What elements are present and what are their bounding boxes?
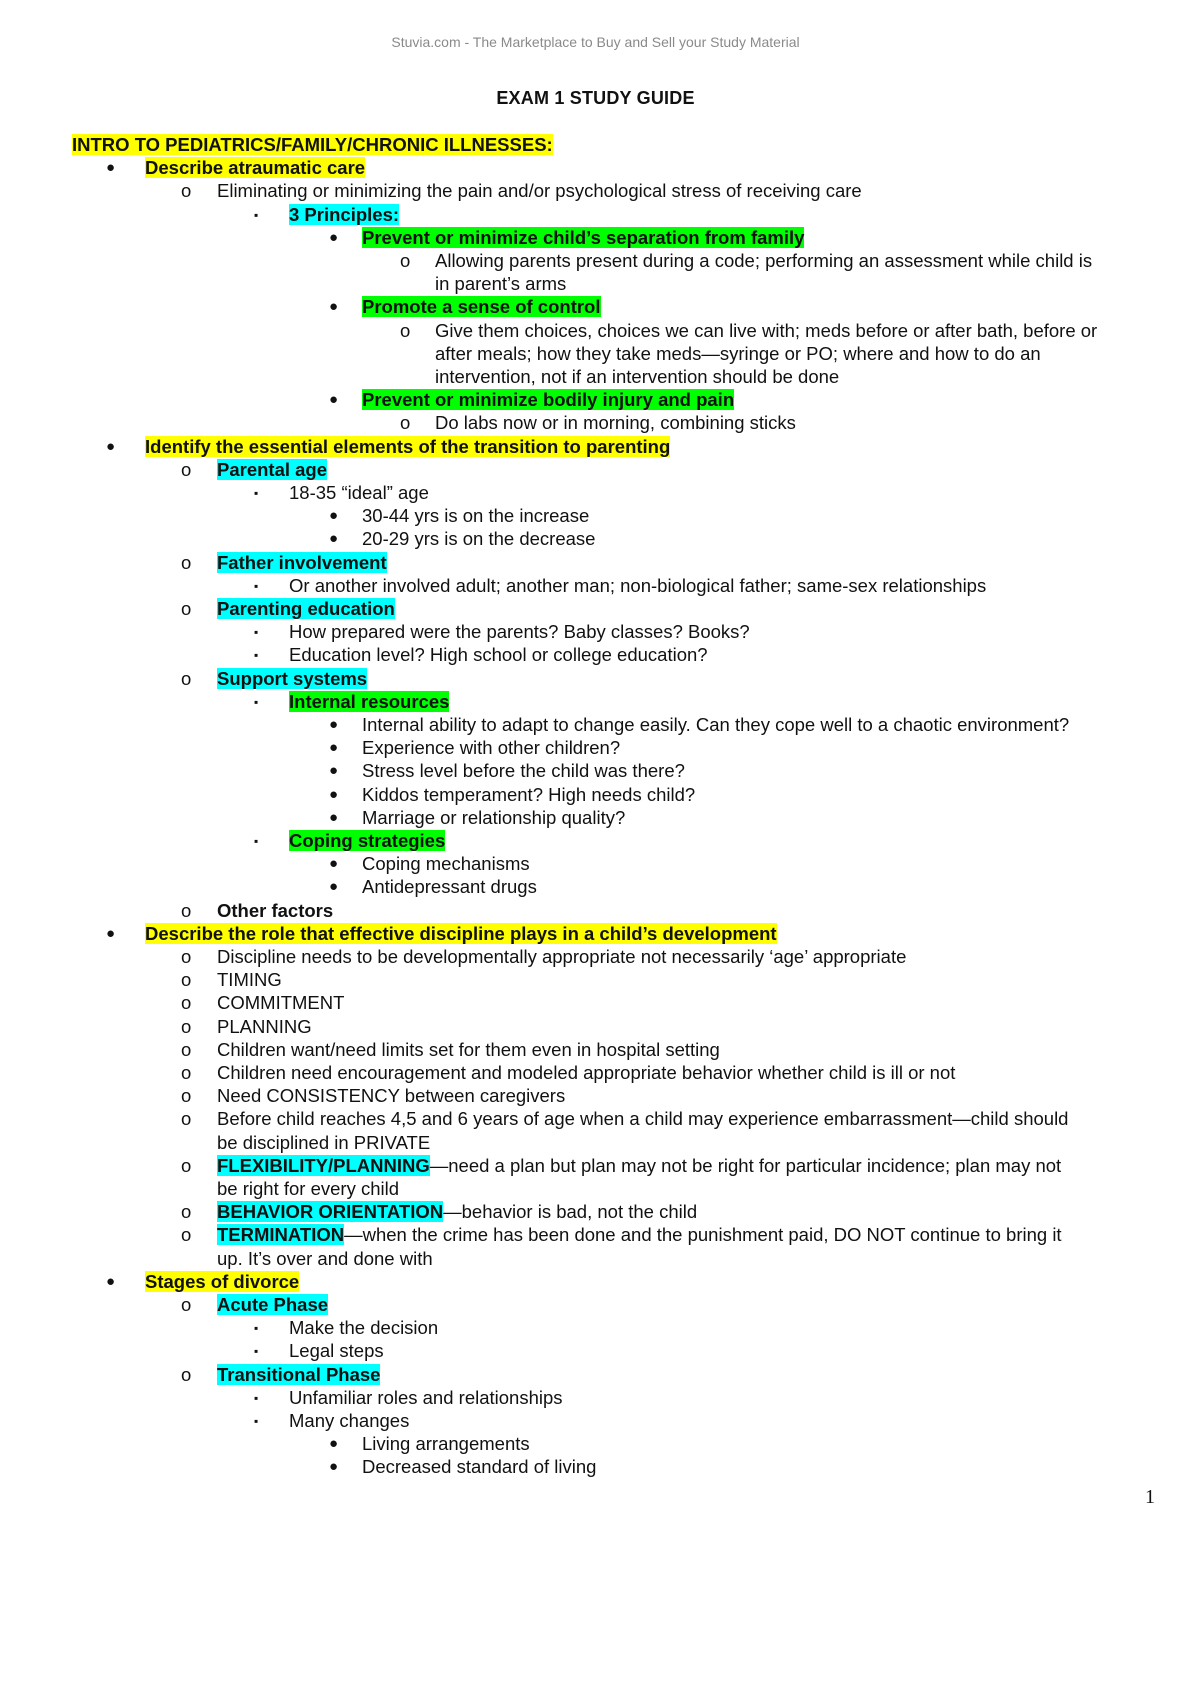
outline-text [362, 227, 804, 249]
bullet-marker: o [181, 598, 192, 619]
outline-text [217, 1108, 1068, 1130]
outline-text [145, 923, 777, 945]
bullet-marker: o [181, 1201, 192, 1223]
outline-text [217, 946, 906, 968]
bullet-marker: ● [329, 808, 339, 826]
bullet-marker: o [181, 946, 192, 967]
body-text: Eliminating or minimizing the pain and/or psychological stress of receiving care [217, 180, 862, 202]
body-text: intervention, not if an intervention should be done [435, 366, 840, 387]
outline-text [145, 1271, 299, 1293]
highlighted-heading: Identify the essential elements of the transition to parenting [145, 435, 671, 457]
bullet-marker: ● [329, 785, 339, 803]
outline-text [217, 1248, 433, 1270]
highlighted-heading: Prevent or minimize bodily injury and pain [362, 389, 735, 411]
body-text: Legal steps [289, 1340, 384, 1362]
outline-text [289, 1387, 563, 1409]
body-text: Antidepressant drugs [362, 876, 537, 898]
body-text: Education level? High school or college education? [289, 644, 708, 666]
highlighted-heading: Promote a sense of control [362, 296, 601, 318]
body-text: Coping mechanisms [362, 853, 530, 875]
bullet-marker: ▪ [254, 486, 259, 500]
body-text: Internal ability to adapt to change easily. Can they cope well to a chaotic environment? [362, 714, 1070, 735]
bullet-marker: o [181, 1038, 192, 1060]
outline-text [289, 1340, 384, 1362]
outline-text [435, 320, 1097, 342]
bullet-marker: ▪ [254, 625, 259, 640]
body-text: —need a plan but plan may not be right for particular incidence; plan may not [429, 1154, 1062, 1176]
outline-text [217, 1132, 430, 1154]
body-text: Many changes [289, 1410, 410, 1431]
outline-text [362, 784, 695, 806]
highlighted-heading: Prevent or minimize child’s separation from family [362, 226, 805, 248]
outline-text [217, 1201, 697, 1223]
outline-text [145, 157, 365, 179]
highlighted-heading: Internal resources [289, 690, 450, 712]
bullet-marker: ● [329, 855, 339, 873]
bullet-marker: ▪ [254, 648, 259, 663]
bullet-marker: o [181, 1062, 192, 1083]
outline-text [217, 668, 367, 690]
bullet-marker: o [181, 1015, 192, 1037]
bullet-marker: ● [329, 762, 339, 780]
highlighted-heading: Other factors [217, 899, 334, 921]
bullet-marker: ▪ [254, 694, 259, 709]
outline-text [362, 1433, 530, 1455]
document-title: EXAM 1 STUDY GUIDE [496, 88, 695, 108]
outline-text [217, 598, 395, 620]
bullet-marker: o [181, 458, 192, 480]
bullet-marker: ● [106, 159, 116, 177]
body-text: in parent’s arms [435, 273, 567, 295]
outline-text [217, 459, 327, 481]
highlighted-heading: FLEXIBILITY/PLANNING [217, 1154, 430, 1176]
outline-text [72, 134, 553, 156]
bullet-marker: ● [329, 391, 339, 409]
body-text: Need CONSISTENCY between caregivers [217, 1085, 566, 1107]
outline-text [217, 552, 387, 574]
body-text: Or another involved adult; another man; non-biological father; same-sex relationships [289, 574, 987, 596]
outline-text [217, 1155, 1061, 1177]
bullet-marker: ● [329, 716, 339, 733]
bullet-marker: o [181, 180, 192, 202]
bullet-marker: ● [106, 924, 116, 942]
bullet-marker: o [181, 1154, 192, 1176]
highlighted-heading: Parenting education [217, 598, 395, 619]
outline-text [217, 992, 344, 1014]
bullet-marker: o [181, 1085, 192, 1107]
highlighted-heading: Transitional Phase [217, 1363, 381, 1385]
outline-text [289, 644, 708, 666]
outline-text [217, 1224, 1062, 1246]
bullet-marker: ● [329, 530, 339, 548]
highlighted-heading: Parental age [217, 458, 328, 480]
outline-text [217, 900, 333, 922]
bullet-marker: o [181, 1363, 192, 1385]
outline-text [362, 296, 601, 318]
body-text: after meals; how they take meds—syringe or PO; where and how to do an [435, 342, 1041, 364]
outline-text [362, 714, 1069, 736]
outline-text [217, 1085, 565, 1107]
body-text: —behavior is bad, not the child [443, 1201, 698, 1223]
outline-text [289, 1410, 409, 1432]
outline-text [217, 1016, 312, 1038]
outline-text [362, 760, 685, 782]
outline-text [217, 1294, 328, 1316]
body-text: COMMITMENT [217, 992, 345, 1014]
bullet-marker: ● [329, 507, 339, 525]
bullet-marker: o [181, 992, 192, 1014]
body-text: Give them choices, choices we can live with; meds before or after bath, before or [435, 319, 1098, 341]
outline-text [289, 482, 429, 504]
outline-text [217, 1062, 955, 1084]
body-text: Allowing parents present during a code; performing an assessment while child is [435, 250, 1093, 271]
body-text: be disciplined in PRIVATE [217, 1131, 431, 1153]
highlighted-heading: Father involvement [217, 551, 387, 573]
bullet-marker: ▪ [254, 1321, 259, 1336]
body-text: Make the decision [289, 1317, 439, 1339]
bullet-marker: ● [329, 298, 339, 316]
bullet-marker: ● [329, 1435, 339, 1453]
outline-text [435, 250, 1092, 272]
bullet-marker: ● [329, 739, 339, 757]
bullet-marker: o [181, 667, 192, 689]
highlighted-heading: Support systems [217, 667, 368, 689]
outline-text [362, 389, 734, 411]
outline-text [217, 1364, 380, 1386]
outline-text [289, 204, 399, 226]
outline-text [435, 343, 1041, 365]
bullet-marker: o [400, 319, 411, 341]
outline-text [289, 691, 449, 713]
outline-text [145, 436, 670, 458]
bullet-marker: ● [329, 228, 339, 246]
outline-text [435, 273, 566, 295]
body-text: 30-44 yrs is on the increase [362, 505, 590, 527]
bullet-marker: ▪ [254, 1414, 259, 1428]
outline-text [362, 876, 537, 898]
outline-text [289, 1317, 438, 1339]
body-text: Discipline needs to be developmentally appropriate not necessarily ‘age’ appropriate [217, 946, 907, 967]
body-text: Living arrangements [362, 1433, 530, 1455]
outline-text [362, 807, 625, 829]
body-text: up. It’s over and done with [217, 1247, 433, 1269]
highlighted-heading: TERMINATION [217, 1224, 345, 1246]
body-text: Decreased standard of living [362, 1456, 597, 1478]
body-text: Children want/need limits set for them even in hospital setting [217, 1038, 720, 1060]
outline-text [217, 969, 282, 991]
outline-text [435, 412, 796, 434]
bullet-marker: o [400, 250, 411, 271]
body-text: Marriage or relationship quality? [362, 806, 626, 828]
outline-text [362, 853, 530, 875]
highlighted-heading: Stages of divorce [145, 1270, 300, 1292]
bullet-marker: o [181, 969, 192, 991]
bullet-marker: ▪ [254, 1390, 259, 1405]
highlighted-heading: INTRO TO PEDIATRICS/FAMILY/CHRONIC ILLNESSES: [72, 134, 553, 155]
bullet-marker: ● [329, 1458, 339, 1476]
outline-text [289, 830, 445, 852]
outline-text [217, 180, 862, 202]
bullet-marker: o [400, 412, 411, 434]
highlighted-heading: Coping strategies [289, 830, 446, 851]
bullet-marker: o [181, 1294, 192, 1315]
highlighted-heading: 3 Principles: [289, 203, 400, 225]
outline-text [435, 366, 839, 388]
bullet-marker: ▪ [254, 834, 259, 848]
body-text: PLANNING [217, 1015, 312, 1037]
highlighted-heading: Describe atraumatic care [145, 157, 366, 179]
body-text: Experience with other children? [362, 737, 621, 759]
body-text: 20-29 yrs is on the decrease [362, 528, 596, 550]
outline-text [362, 737, 620, 759]
body-text: Children need encouragement and modeled appropriate behavior whether child is ill or not [217, 1062, 956, 1083]
body-text: Do labs now or in morning, combining sticks [435, 412, 796, 434]
outline-text [217, 1039, 720, 1061]
body-text: —when the crime has been done and the punishment paid, DO NOT continue to bring it [344, 1224, 1062, 1246]
outline-text [362, 528, 595, 550]
outline-text [289, 621, 750, 643]
body-text: be right for every child [217, 1178, 400, 1199]
highlighted-heading: Acute Phase [217, 1294, 329, 1315]
outline-text [217, 1178, 399, 1200]
bullet-marker: o [181, 1224, 192, 1246]
bullet-marker: ▪ [254, 207, 259, 222]
body-text: Before child reaches 4,5 and 6 years of age when a child may experience embarrassment—child should [217, 1108, 1069, 1130]
bullet-marker: ● [329, 878, 339, 896]
body-text: 18-35 “ideal” age [289, 482, 429, 503]
highlighted-heading: BEHAVIOR ORIENTATION [217, 1201, 444, 1223]
body-text: Stress level before the child was there? [362, 760, 685, 782]
page-number: 1 [1145, 1486, 1155, 1508]
highlighted-heading: Describe the role that effective discipline plays in a child’s development [145, 922, 777, 944]
outline-text [289, 575, 986, 597]
bullet-marker: ▪ [254, 1344, 259, 1359]
body-text: How prepared were the parents? Baby classes? Books? [289, 621, 750, 643]
body-text: Unfamiliar roles and relationships [289, 1386, 563, 1408]
bullet-marker: ● [106, 437, 116, 455]
outline-text [362, 505, 589, 527]
body-text: TIMING [217, 969, 282, 991]
bullet-marker: o [181, 1108, 192, 1130]
bullet-marker: ● [106, 1272, 116, 1290]
bullet-marker: o [181, 899, 192, 921]
body-text: Kiddos temperament? High needs child? [362, 783, 696, 805]
bullet-marker: o [181, 551, 192, 573]
page-header-source: Stuvia.com - The Marketplace to Buy and Sell your Study Material [391, 34, 800, 50]
outline-text [362, 1456, 596, 1478]
bullet-marker: ▪ [254, 578, 259, 593]
